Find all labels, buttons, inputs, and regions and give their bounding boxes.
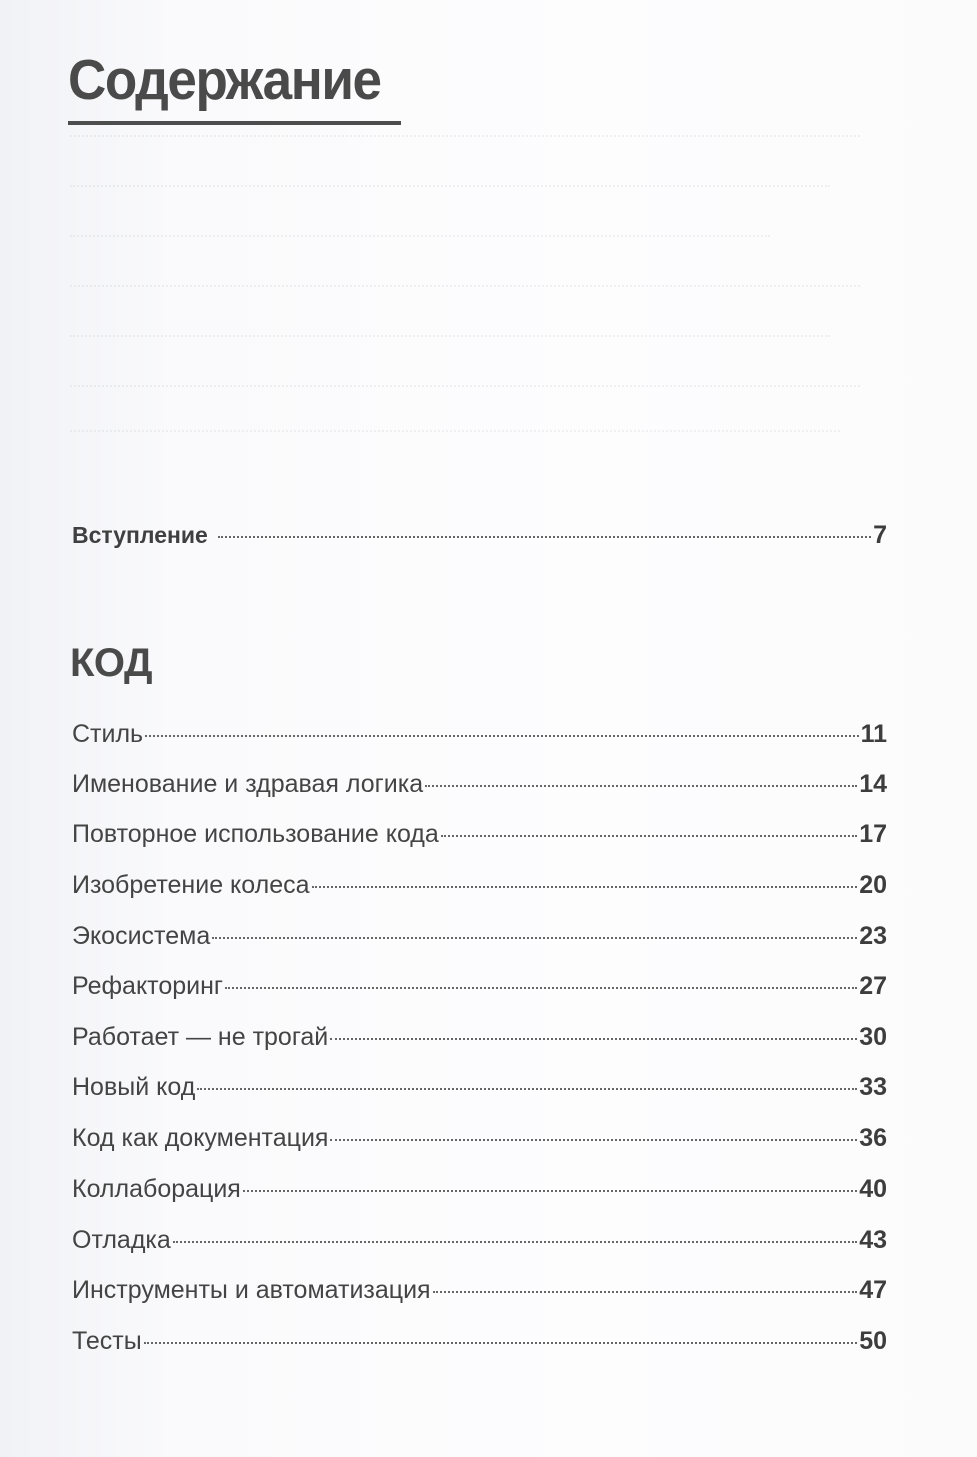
toc-entry[interactable] bbox=[72, 1022, 887, 1052]
toc-entry[interactable] bbox=[72, 1225, 887, 1255]
toc-entry-label: Изобретение колеса bbox=[72, 871, 310, 899]
toc-entry[interactable] bbox=[72, 1123, 887, 1153]
toc-entry-label: Отладка bbox=[72, 1226, 171, 1254]
toc-entry-label: Вступление bbox=[72, 522, 208, 548]
toc-entry[interactable] bbox=[72, 1326, 887, 1356]
dot-leader bbox=[218, 536, 871, 538]
dot-leader bbox=[312, 886, 858, 888]
toc-entry-label: Рефакторинг bbox=[72, 972, 224, 1000]
toc-page-number: 36 bbox=[859, 1124, 887, 1152]
dot-leader bbox=[173, 1241, 857, 1243]
toc-page-number: 23 bbox=[859, 922, 887, 950]
bleed-through-line bbox=[70, 430, 840, 433]
toc-entry-label: Повторное использование кода bbox=[72, 820, 439, 848]
dot-leader bbox=[441, 835, 857, 837]
bleed-through-line bbox=[70, 385, 860, 388]
toc-entry-label: Именование и здравая логика bbox=[72, 770, 424, 798]
dot-leader bbox=[145, 735, 858, 737]
bleed-through-line bbox=[70, 185, 830, 188]
toc-entry[interactable] bbox=[72, 1072, 887, 1102]
dot-leader bbox=[425, 785, 857, 787]
toc-page-number: 27 bbox=[859, 972, 887, 1000]
dot-leader bbox=[243, 1190, 857, 1192]
page-title: Содержание bbox=[68, 48, 381, 112]
toc-entry[interactable] bbox=[72, 971, 887, 1001]
toc-page-number: 11 bbox=[860, 720, 887, 748]
toc-entry-label: Код как документация bbox=[72, 1124, 329, 1152]
toc-entry-label: Новый код bbox=[72, 1073, 196, 1101]
toc-entry[interactable] bbox=[72, 1275, 887, 1305]
toc-entry[interactable] bbox=[72, 870, 887, 900]
dot-leader bbox=[330, 1139, 857, 1141]
toc-page-number: 20 bbox=[859, 871, 887, 899]
toc-page-number: 14 bbox=[859, 770, 887, 798]
toc-page-number: 33 bbox=[859, 1073, 887, 1101]
bleed-through-line bbox=[70, 235, 770, 238]
toc-page-number: 50 bbox=[859, 1327, 887, 1355]
dot-leader bbox=[212, 937, 857, 939]
toc-page-number: 30 bbox=[859, 1023, 887, 1051]
toc-entry[interactable] bbox=[72, 819, 887, 849]
toc-entry-label: Стиль bbox=[72, 720, 144, 748]
toc-entry[interactable] bbox=[72, 719, 887, 749]
toc-page-number: 40 bbox=[859, 1175, 887, 1203]
toc-page-number: 47 bbox=[859, 1276, 887, 1304]
bleed-through-line bbox=[70, 335, 830, 338]
toc-entry-label: Работает — не трогай bbox=[72, 1023, 329, 1051]
toc-page-number: 43 bbox=[859, 1226, 887, 1254]
toc-entry[interactable] bbox=[72, 921, 887, 951]
dot-leader bbox=[144, 1342, 857, 1344]
toc-entry-label: Коллаборация bbox=[72, 1175, 241, 1203]
dot-leader bbox=[197, 1088, 857, 1090]
toc-entry-intro[interactable] bbox=[72, 520, 887, 550]
section-heading: КОД bbox=[70, 641, 152, 685]
toc-page-number: 7 bbox=[873, 521, 887, 549]
toc-entry-label: Тесты bbox=[72, 1327, 142, 1355]
title-underline bbox=[68, 121, 401, 125]
toc-entry[interactable] bbox=[72, 1174, 887, 1204]
dot-leader bbox=[330, 1038, 857, 1040]
dot-leader bbox=[433, 1291, 858, 1293]
toc-entry-label: Экосистема bbox=[72, 922, 211, 950]
bleed-through-line bbox=[70, 135, 860, 138]
dot-leader bbox=[225, 987, 857, 989]
bleed-through-line bbox=[70, 285, 860, 288]
toc-entry[interactable] bbox=[72, 769, 887, 799]
toc-page-number: 17 bbox=[859, 820, 887, 848]
toc-entry-label: Инструменты и автоматизация bbox=[72, 1276, 431, 1304]
